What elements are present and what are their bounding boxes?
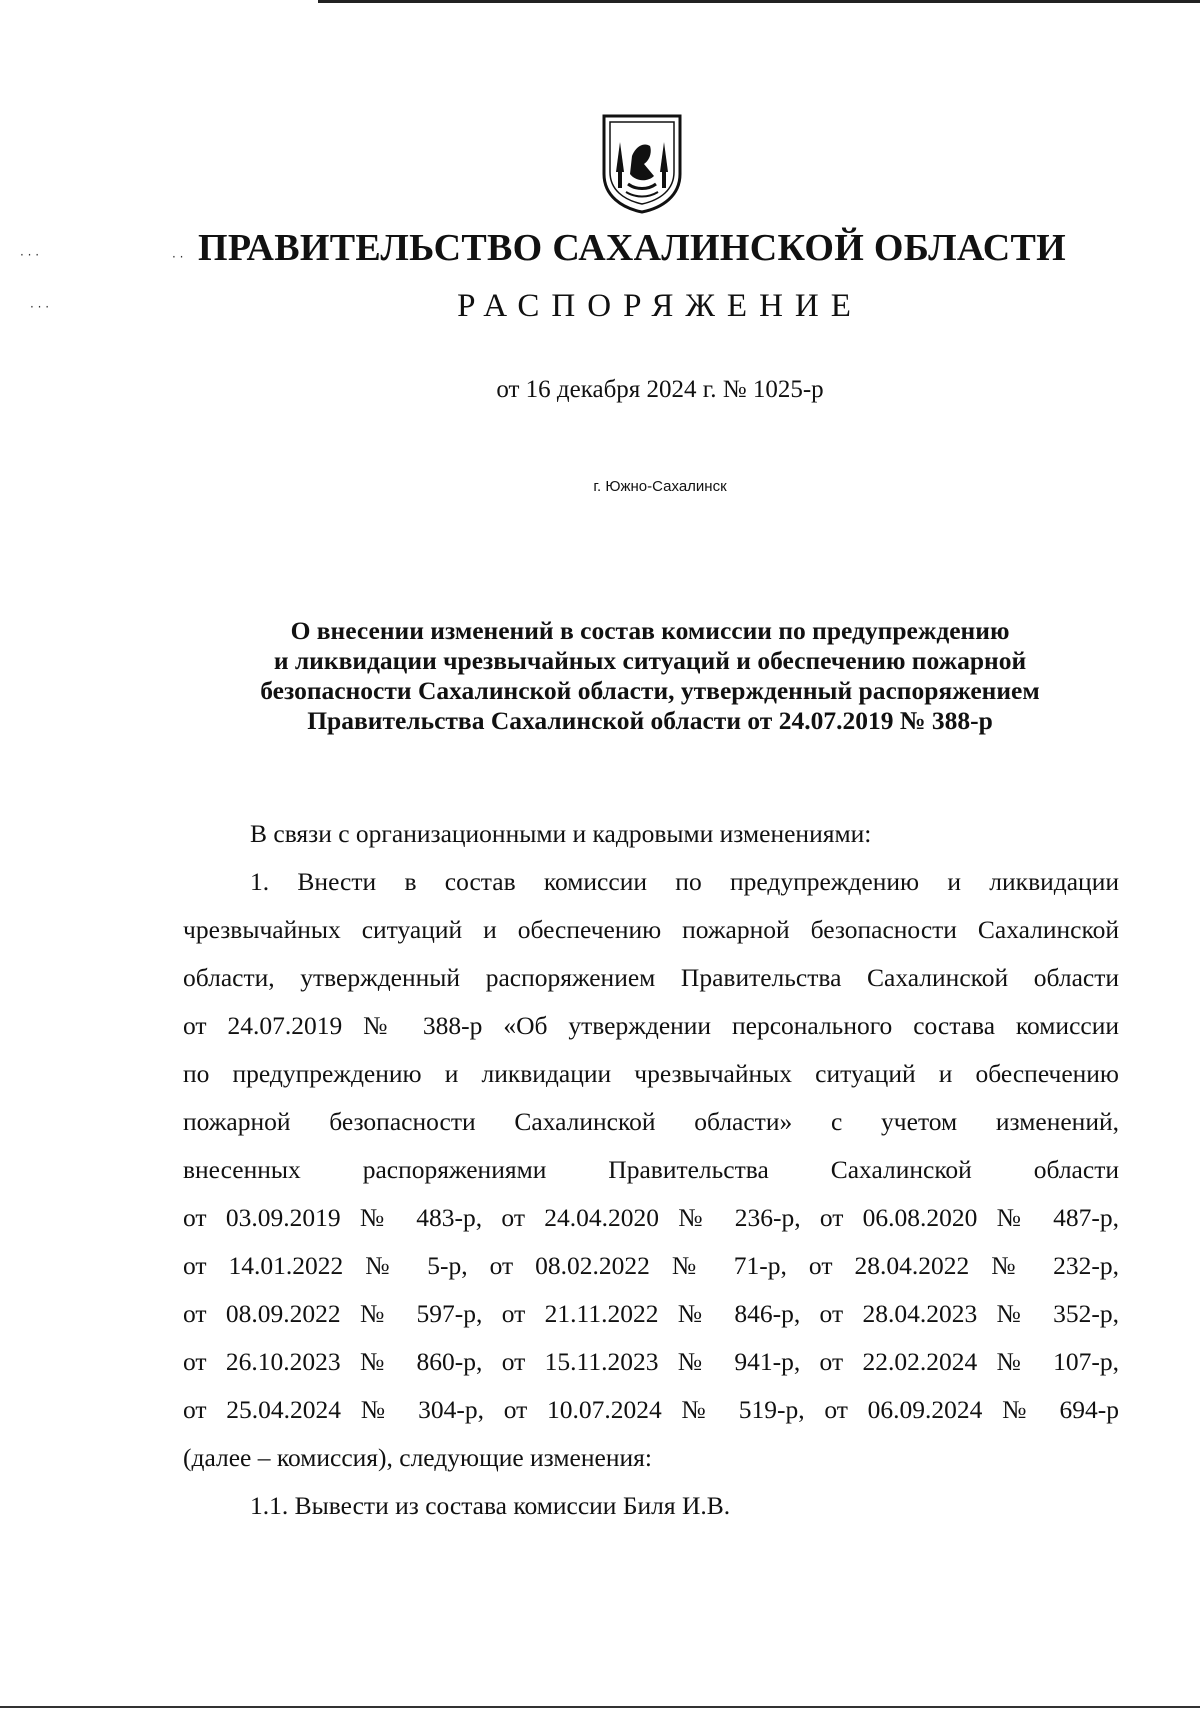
scan-speckle: · · · [20,248,40,262]
scan-edge-top [318,0,1200,3]
body-line: В связи с организационными и кадровыми изменениями: [250,819,872,848]
document-body [183,810,1119,1530]
sakhalin-coat-of-arms-icon [598,112,686,214]
body-line: по предупреждению и ликвидации чрезвычайных ситуаций и обеспечению [183,1059,1119,1088]
body-line: от 25.04.2024 № 304-р, от 10.07.2024 № 519-р, от 06.09.2024 № 694-р [183,1395,1119,1424]
body-line: от 03.09.2019 № 483-р, от 24.04.2020 № 236-р, от 06.08.2020 № 487-р, [183,1203,1119,1232]
body-line: внесенных распоряжениями Правительства Сахалинской области [183,1155,1119,1184]
body-line: области, утвержденный распоряжением Правительства Сахалинской области [183,963,1119,992]
title-line: Правительства Сахалинской области от 24.07.2019 № 388-р [307,706,993,735]
organization-name: ПРАВИТЕЛЬСТВО САХАЛИНСКОЙ ОБЛАСТИ [198,227,1066,269]
document-type: РАСПОРЯЖЕНИЕ [457,288,863,324]
title-line: и ликвидации чрезвычайных ситуаций и обеспечению пожарной [273,646,1027,675]
body-line: (далее – комиссия), следующие изменения: [183,1443,652,1472]
scan-speckle: · · · [30,300,50,314]
body-line: от 14.01.2022 № 5-р, от 08.02.2022 № 71-р, от 28.04.2022 № 232-р, [183,1251,1119,1280]
body-line: чрезвычайных ситуаций и обеспечению пожарной безопасности Сахалинской [183,915,1119,944]
body-line: от 24.07.2019 № 388-р «Об утверждении персонального состава комиссии [183,1011,1119,1040]
document-city: г. Южно-Сахалинск [593,478,727,495]
body-line: пожарной безопасности Сахалинской области» с учетом изменений, [183,1107,1119,1136]
document-date-number: от 16 декабря 2024 г. № 1025-р [496,376,824,403]
scan-edge-bottom [0,1706,1200,1708]
body-line: 1.1. Вывести из состава комиссии Биля И.В. [250,1491,731,1520]
body-line: от 26.10.2023 № 860-р, от 15.11.2023 № 941-р, от 22.02.2024 № 107-р, [183,1347,1119,1376]
body-line: от 08.09.2022 № 597-р, от 21.11.2022 № 846-р, от 28.04.2023 № 352-р, [183,1299,1119,1328]
title-line: О внесении изменений в состав комиссии по предупреждению [290,616,1010,645]
scan-speckle: · · [172,250,184,264]
document-title [200,616,1100,736]
body-line: 1. Внести в состав комиссии по предупреждению и ликвидации [250,867,1119,896]
title-line: безопасности Сахалинской области, утвержденный распоряжением [260,676,1040,705]
